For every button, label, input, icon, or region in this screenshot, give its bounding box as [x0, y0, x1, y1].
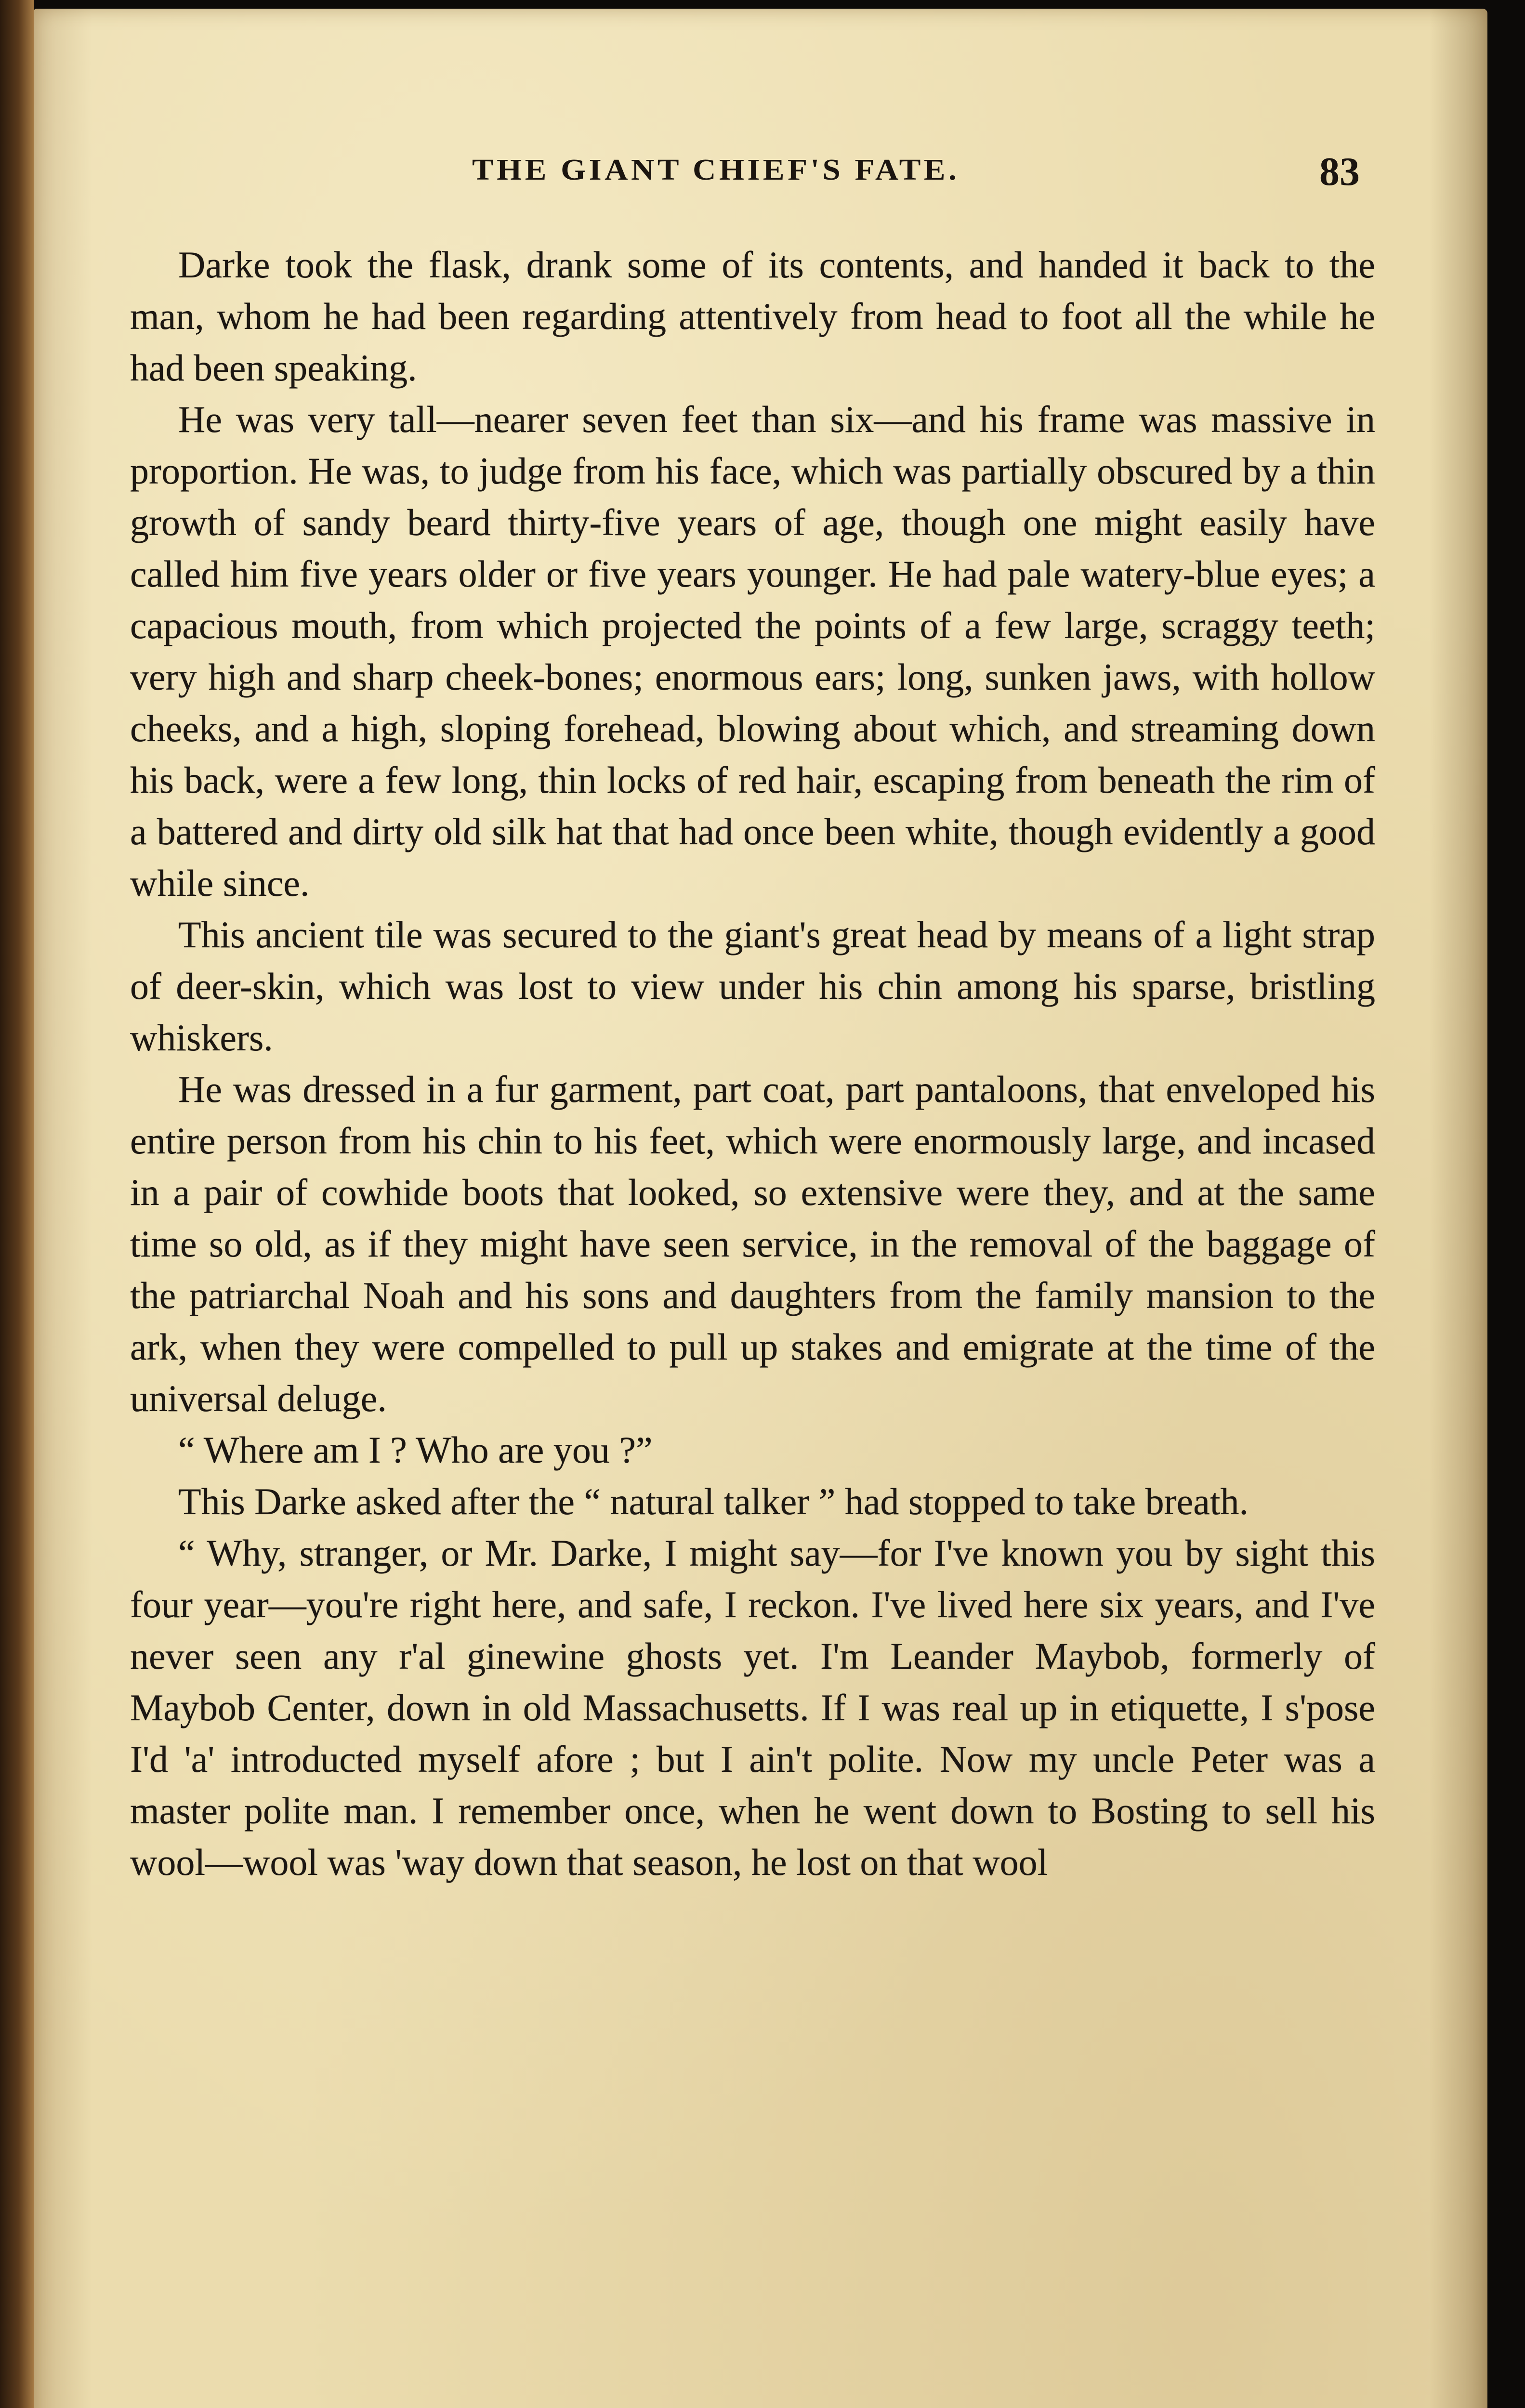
paragraph: He was dressed in a fur garment, part coat, part pantaloons, that enveloped his entire person from his chin to his feet, which were enormously large, and incased in a pair of cowhide boots that looked, so extensive were they, and at the same time so old, as if they might have seen service, in the removal of the baggage of the patriarchal Noah and his sons and daughters from the family mansion to the ark, when they were compelled to pull up stakes and emigrate at the time of the universal deluge. — [130, 1068, 1375, 1419]
paragraph: This Darke asked after the “ natural talker ” had stopped to take breath. — [178, 1480, 1249, 1522]
book-page — [34, 9, 1487, 2408]
paragraph: This ancient tile was secured to the giant's great head by means of a light strap of deer-skin, which was lost to view under his chin among his sparse, bristling whiskers. — [130, 914, 1375, 1059]
page-number: 83 — [1319, 149, 1360, 194]
body-text — [130, 239, 1375, 1888]
page-header — [34, 148, 1487, 201]
paragraph: “ Why, stranger, or Mr. Darke, I might say—for I've known you by sight this four year—you're right here, and safe, I reckon. I've lived here six years, and I've never seen any r'al ginewine ghosts yet. I'm Leander Maybob, formerly of Maybob Center, down in old Massachusetts. If I was real up in etiquette, I s'pose I'd 'a' introducted myself afore ; but I ain't polite. Now my uncle Peter was a master polite man. I remember once, when he went down to Bosting to sell his wool—wool was 'way down that season, he lost on that wool — [130, 1532, 1375, 1883]
paragraph: He was very tall—nearer seven feet than six—and his frame was massive in proportion. He was, to judge from his face, which was partially obscured by a thin growth of sandy beard thirty-five years of age, though one might easily have called him five years older or five years younger. He had pale watery-blue eyes; a capacious mouth, from which projected the points of a few large, scraggy teeth; very high and sharp cheek-bones; enormous ears; long, sunken jaws, with hollow cheeks, and a high, sloping forehead, blowing about which, and streaming down his back, were a few long, thin locks of red hair, escaping from beneath the rim of a battered and dirty old silk hat that had once been white, though evidently a good while since. — [130, 398, 1375, 904]
book-spine — [0, 0, 34, 2408]
paragraph: “ Where am I ? Who are you ?” — [178, 1429, 653, 1471]
paragraph: Darke took the flask, drank some of its contents, and handed it back to the man, whom he had been regarding attentively from head to foot all the while he had been speaking. — [130, 244, 1375, 389]
running-head: THE GIANT CHIEF'S FATE. — [472, 154, 960, 186]
